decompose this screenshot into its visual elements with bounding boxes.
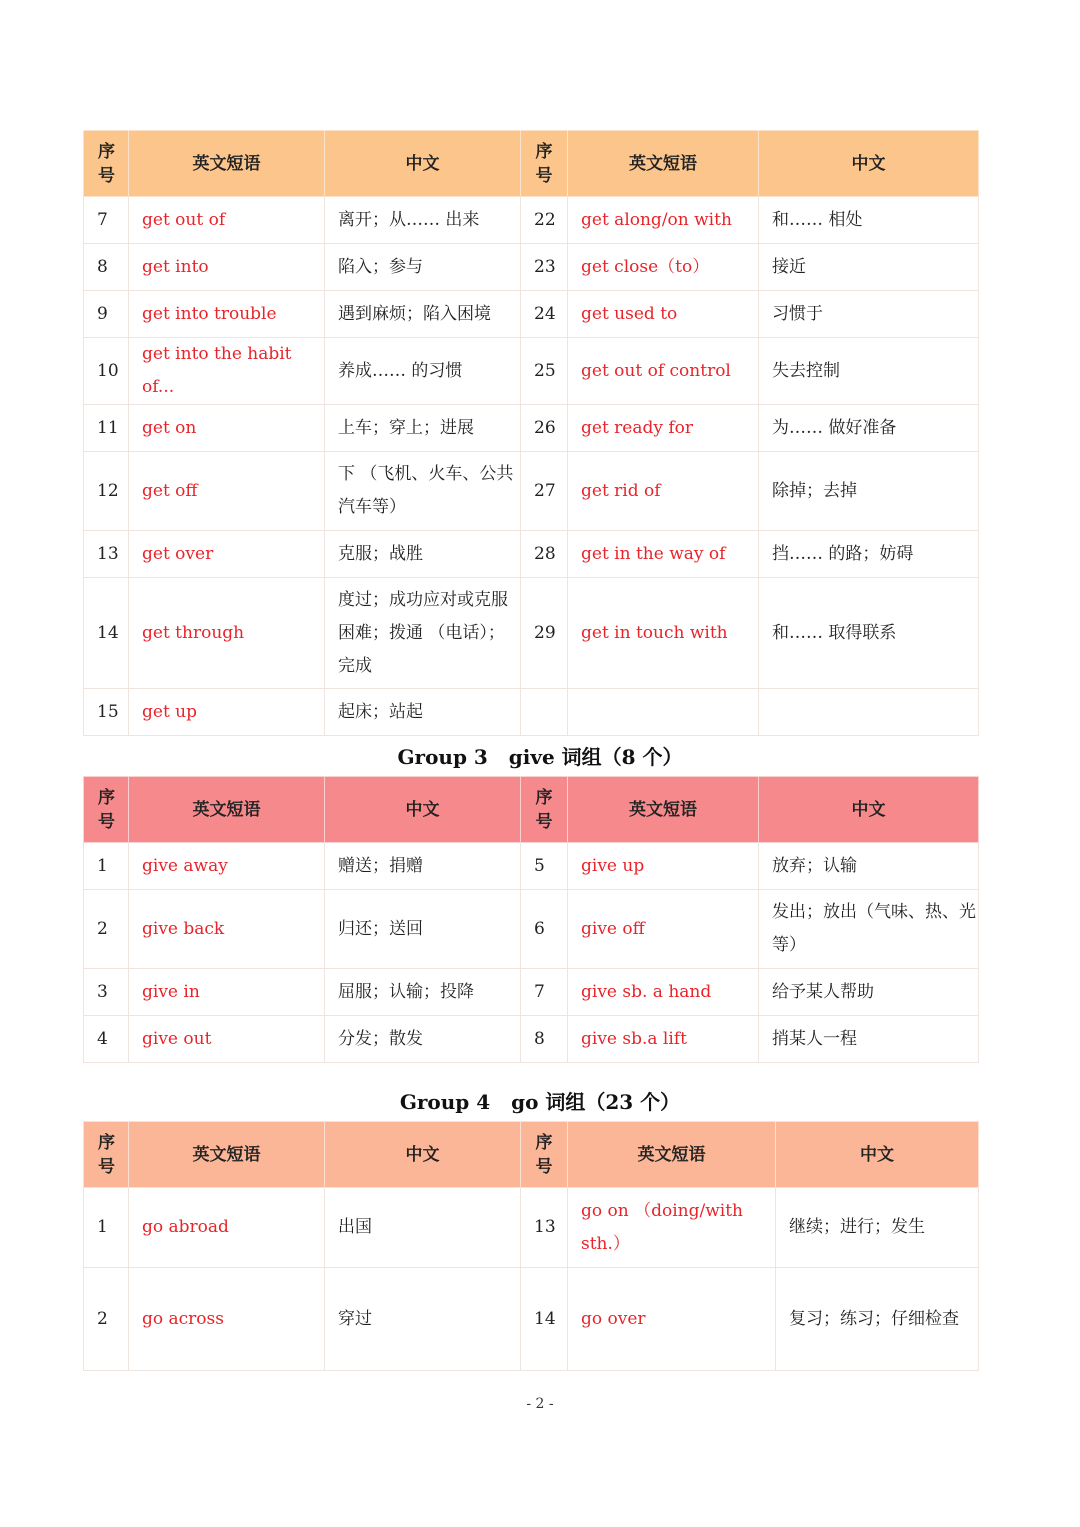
header-num: 序号 [84, 1122, 129, 1188]
header-num: 序号 [84, 131, 129, 197]
row-number: 26 [521, 405, 568, 452]
meaning-cell: 捎某人一程 [759, 1016, 979, 1063]
give-phrases-table [83, 776, 979, 1063]
phrase-cell: get into the habit of... [129, 338, 325, 405]
phrase-cell: go across [129, 1268, 325, 1371]
table-row [84, 197, 979, 244]
phrase-cell: get off [129, 452, 325, 531]
get-phrases-table [83, 130, 979, 736]
phrase-cell: give back [129, 890, 325, 969]
header-phrase: 英文短语 [568, 777, 759, 843]
table-row [84, 244, 979, 291]
meaning-cell: 继续；进行；发生 [776, 1188, 979, 1268]
row-number: 2 [84, 890, 129, 969]
meaning-cell: 失去控制 [759, 338, 979, 405]
table-row [84, 890, 979, 969]
header-num: 序号 [521, 1122, 568, 1188]
meaning-cell: 屈服；认输；投降 [325, 969, 521, 1016]
header-phrase: 英文短语 [568, 131, 759, 197]
header-meaning: 中文 [325, 131, 521, 197]
phrase-cell: get in the way of [568, 531, 759, 578]
phrase-cell: get out of [129, 197, 325, 244]
phrase-cell: give in [129, 969, 325, 1016]
phrase-cell: get along/on with [568, 197, 759, 244]
meaning-cell: 遇到麻烦；陷入困境 [325, 291, 521, 338]
header-phrase: 英文短语 [129, 1122, 325, 1188]
row-number: 15 [84, 689, 129, 736]
meaning-cell: 穿过 [325, 1268, 521, 1371]
meaning-cell: 归还；送回 [325, 890, 521, 969]
row-number: 9 [84, 291, 129, 338]
phrase-cell: get close（to） [568, 244, 759, 291]
phrase-cell: give sb. a hand [568, 969, 759, 1016]
meaning-cell: 上车；穿上；进展 [325, 405, 521, 452]
row-number: 3 [84, 969, 129, 1016]
meaning-cell: 挡…… 的路；妨碍 [759, 531, 979, 578]
meaning-cell: 起床；站起 [325, 689, 521, 736]
table-row [84, 291, 979, 338]
row-number: 11 [84, 405, 129, 452]
group-label: Group 3 [397, 745, 488, 769]
meaning-cell: 度过；成功应对或克服困难；拨通 （电话）；完成 [325, 578, 521, 689]
table-row [84, 338, 979, 405]
header-num: 序号 [521, 777, 568, 843]
meaning-cell: 赠送；捐赠 [325, 843, 521, 890]
header-phrase: 英文短语 [129, 131, 325, 197]
header-meaning: 中文 [776, 1122, 979, 1188]
row-number: 8 [84, 244, 129, 291]
table-row [84, 1016, 979, 1063]
table-header-row [84, 131, 979, 197]
meaning-cell: 和…… 取得联系 [759, 578, 979, 689]
phrase-cell: get on [129, 405, 325, 452]
meaning-cell: 和…… 相处 [759, 197, 979, 244]
phrase-cell: get used to [568, 291, 759, 338]
row-number: 6 [521, 890, 568, 969]
table-row [84, 969, 979, 1016]
phrase-cell: give sb.a lift [568, 1016, 759, 1063]
phrase-cell [568, 689, 759, 736]
row-number: 14 [521, 1268, 568, 1371]
row-number: 13 [521, 1188, 568, 1268]
row-number: 4 [84, 1016, 129, 1063]
header-meaning: 中文 [759, 777, 979, 843]
meaning-cell: 复习；练习；仔细检查 [776, 1268, 979, 1371]
row-number: 8 [521, 1016, 568, 1063]
group-4-title [0, 1086, 1080, 1115]
table-header-row [84, 777, 979, 843]
meaning-cell: 养成…… 的习惯 [325, 338, 521, 405]
meaning-cell: 接近 [759, 244, 979, 291]
group-label: Group 4 [399, 1090, 491, 1114]
group-heading: give 词组（8 个） [508, 745, 683, 769]
meaning-cell: 发出；放出（气味、热、光等） [759, 890, 979, 969]
go-phrases-table [83, 1121, 979, 1371]
meaning-cell: 克服；战胜 [325, 531, 521, 578]
table-header-row [84, 1122, 979, 1188]
table-row [84, 1188, 979, 1268]
phrase-cell: get over [129, 531, 325, 578]
meaning-cell: 为…… 做好准备 [759, 405, 979, 452]
table-row [84, 843, 979, 890]
group-heading: go 词组（23 个） [511, 1090, 681, 1114]
meaning-cell: 陷入；参与 [325, 244, 521, 291]
row-number: 25 [521, 338, 568, 405]
meaning-cell: 下 （飞机、火车、公共汽车等） [325, 452, 521, 531]
meaning-cell [759, 689, 979, 736]
row-number: 27 [521, 452, 568, 531]
phrase-cell: give up [568, 843, 759, 890]
phrase-cell: go over [568, 1268, 776, 1371]
row-number: 13 [84, 531, 129, 578]
header-num: 序号 [84, 777, 129, 843]
table-row [84, 405, 979, 452]
row-number: 10 [84, 338, 129, 405]
row-number: 5 [521, 843, 568, 890]
header-meaning: 中文 [325, 777, 521, 843]
header-phrase: 英文短语 [129, 777, 325, 843]
table-row [84, 531, 979, 578]
row-number: 7 [521, 969, 568, 1016]
table-row [84, 578, 979, 689]
group-3-title [0, 741, 1080, 770]
phrase-cell: get in touch with [568, 578, 759, 689]
page-number: - 2 - [526, 1396, 554, 1412]
meaning-cell: 离开；从…… 出来 [325, 197, 521, 244]
row-number: 23 [521, 244, 568, 291]
row-number: 12 [84, 452, 129, 531]
phrase-cell: get out of control [568, 338, 759, 405]
meaning-cell: 分发；散发 [325, 1016, 521, 1063]
row-number: 14 [84, 578, 129, 689]
header-meaning: 中文 [759, 131, 979, 197]
row-number: 1 [84, 843, 129, 890]
row-number: 22 [521, 197, 568, 244]
table-row [84, 1268, 979, 1371]
meaning-cell: 出国 [325, 1188, 521, 1268]
table-row [84, 452, 979, 531]
row-number: 28 [521, 531, 568, 578]
row-number: 2 [84, 1268, 129, 1371]
phrase-cell: give off [568, 890, 759, 969]
table-row [84, 689, 979, 736]
meaning-cell: 习惯于 [759, 291, 979, 338]
meaning-cell: 给予某人帮助 [759, 969, 979, 1016]
phrase-cell: go on （doing/with sth.） [568, 1188, 776, 1268]
meaning-cell: 放弃；认输 [759, 843, 979, 890]
phrase-cell: get rid of [568, 452, 759, 531]
phrase-cell: give away [129, 843, 325, 890]
phrase-cell: get into trouble [129, 291, 325, 338]
phrase-cell: get through [129, 578, 325, 689]
row-number: 29 [521, 578, 568, 689]
phrase-cell: go abroad [129, 1188, 325, 1268]
row-number: 24 [521, 291, 568, 338]
phrase-cell: get into [129, 244, 325, 291]
row-number: 7 [84, 197, 129, 244]
phrase-cell: get ready for [568, 405, 759, 452]
meaning-cell: 除掉；去掉 [759, 452, 979, 531]
row-number [521, 689, 568, 736]
phrase-cell: give out [129, 1016, 325, 1063]
row-number: 1 [84, 1188, 129, 1268]
header-meaning: 中文 [325, 1122, 521, 1188]
phrase-cell: get up [129, 689, 325, 736]
header-num: 序号 [521, 131, 568, 197]
header-phrase: 英文短语 [568, 1122, 776, 1188]
